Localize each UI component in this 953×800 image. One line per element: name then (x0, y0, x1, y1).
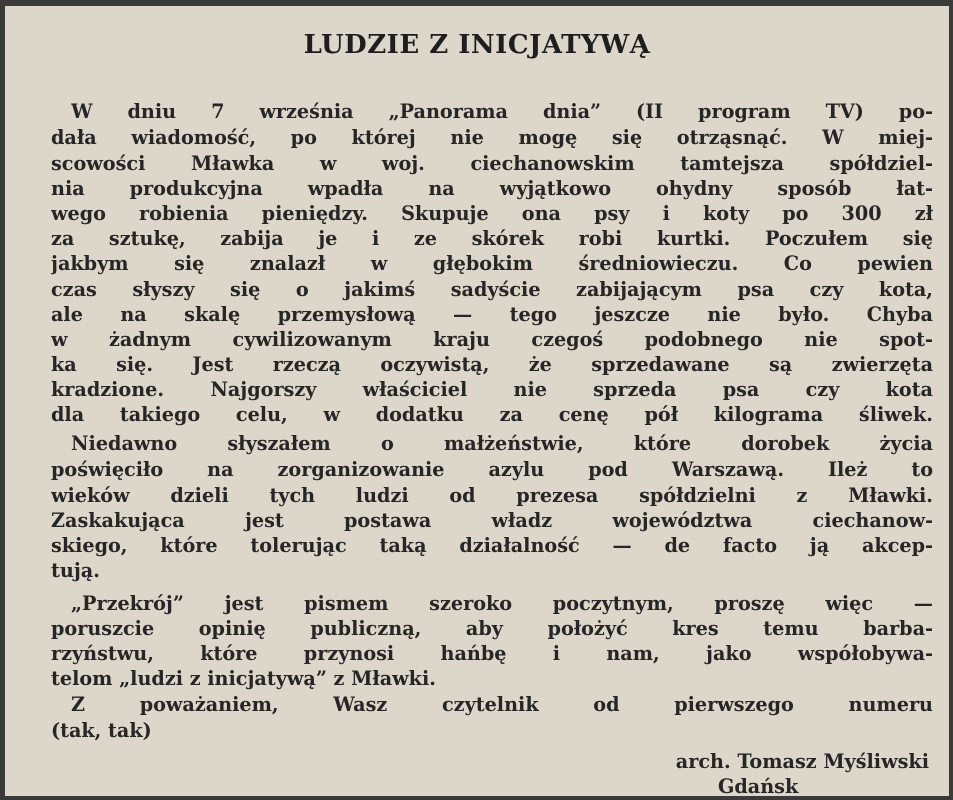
article-line: za sztukę, zabija je i ze skórek robi kurtki. Poczułem się (51, 227, 933, 250)
article-line: ale na skalę przemysłową — tego jeszcze nie było. Chyba (51, 303, 933, 326)
signature-name: arch. Tomasz Myśliwski (675, 750, 929, 773)
signature-city: Gdańsk (718, 775, 799, 798)
article-line: scowości Mławka w woj. ciechanowskim tamtejsza spółdziel- (51, 152, 933, 175)
article-line: Niedawno słyszałem o małżeństwie, które dorobek życia (71, 432, 933, 455)
article-title: LUDZIE Z INICJATYWĄ (303, 30, 651, 60)
article-line: (tak, tak) (51, 719, 152, 742)
article-line: Z poważaniem, Wasz czytelnik od pierwszego numeru (71, 693, 933, 716)
article-line: nia produkcyjna wpadła na wyjątkowo ohydny sposób łat- (51, 177, 933, 200)
article-line: poświęciło na zorganizowanie azylu pod Warszawą. Ileż to (51, 458, 933, 481)
article-line: „Przekrój” jest pismem szeroko poczytnym, proszę więc — (71, 592, 933, 615)
article-line: rzyństwu, które przynosi hańbę i nam, jako współobywa- (51, 642, 933, 665)
article-line: poruszcie opinię publiczną, aby położyć kres temu barba- (51, 617, 933, 640)
article-line: dla takiego celu, w dodatku za cenę pół kilograma śliwek. (51, 403, 933, 426)
article-line: W dniu 7 września „Panorama dnia” (II program TV) po- (71, 100, 933, 123)
article-line: ka się. Jest rzeczą oczywistą, że sprzedawane są zwierzęta (51, 353, 933, 376)
article-line: dała wiadomość, po której nie mogę się otrząsnąć. W miej- (51, 126, 933, 149)
article-line: telom „ludzi z inicjatywą” z Mławki. (51, 667, 436, 690)
article-line: Zaskakująca jest postawa władz województwa ciechanow- (51, 509, 933, 532)
article-line: czas słyszy się o jakimś sadyście zabijającym psa czy kota, (51, 278, 933, 301)
article-line: wego robienia pieniędzy. Skupuje ona psy i koty po 300 zł (51, 202, 933, 225)
article-line: w żadnym cywilizowanym kraju czegoś podobnego nie spot- (51, 328, 933, 351)
article-line: tują. (51, 559, 100, 582)
article-line: wieków dzieli tych ludzi od prezesa spółdzielni z Mławki. (51, 484, 933, 507)
article-line: jakbym się znalazł w głębokim średniowieczu. Co pewien (51, 252, 933, 275)
article-line: kradzione. Najgorszy właściciel nie sprzeda psa czy kota (51, 378, 933, 401)
article-line: skiego, które tolerując taką działalność — de facto ją akcep- (51, 534, 933, 557)
